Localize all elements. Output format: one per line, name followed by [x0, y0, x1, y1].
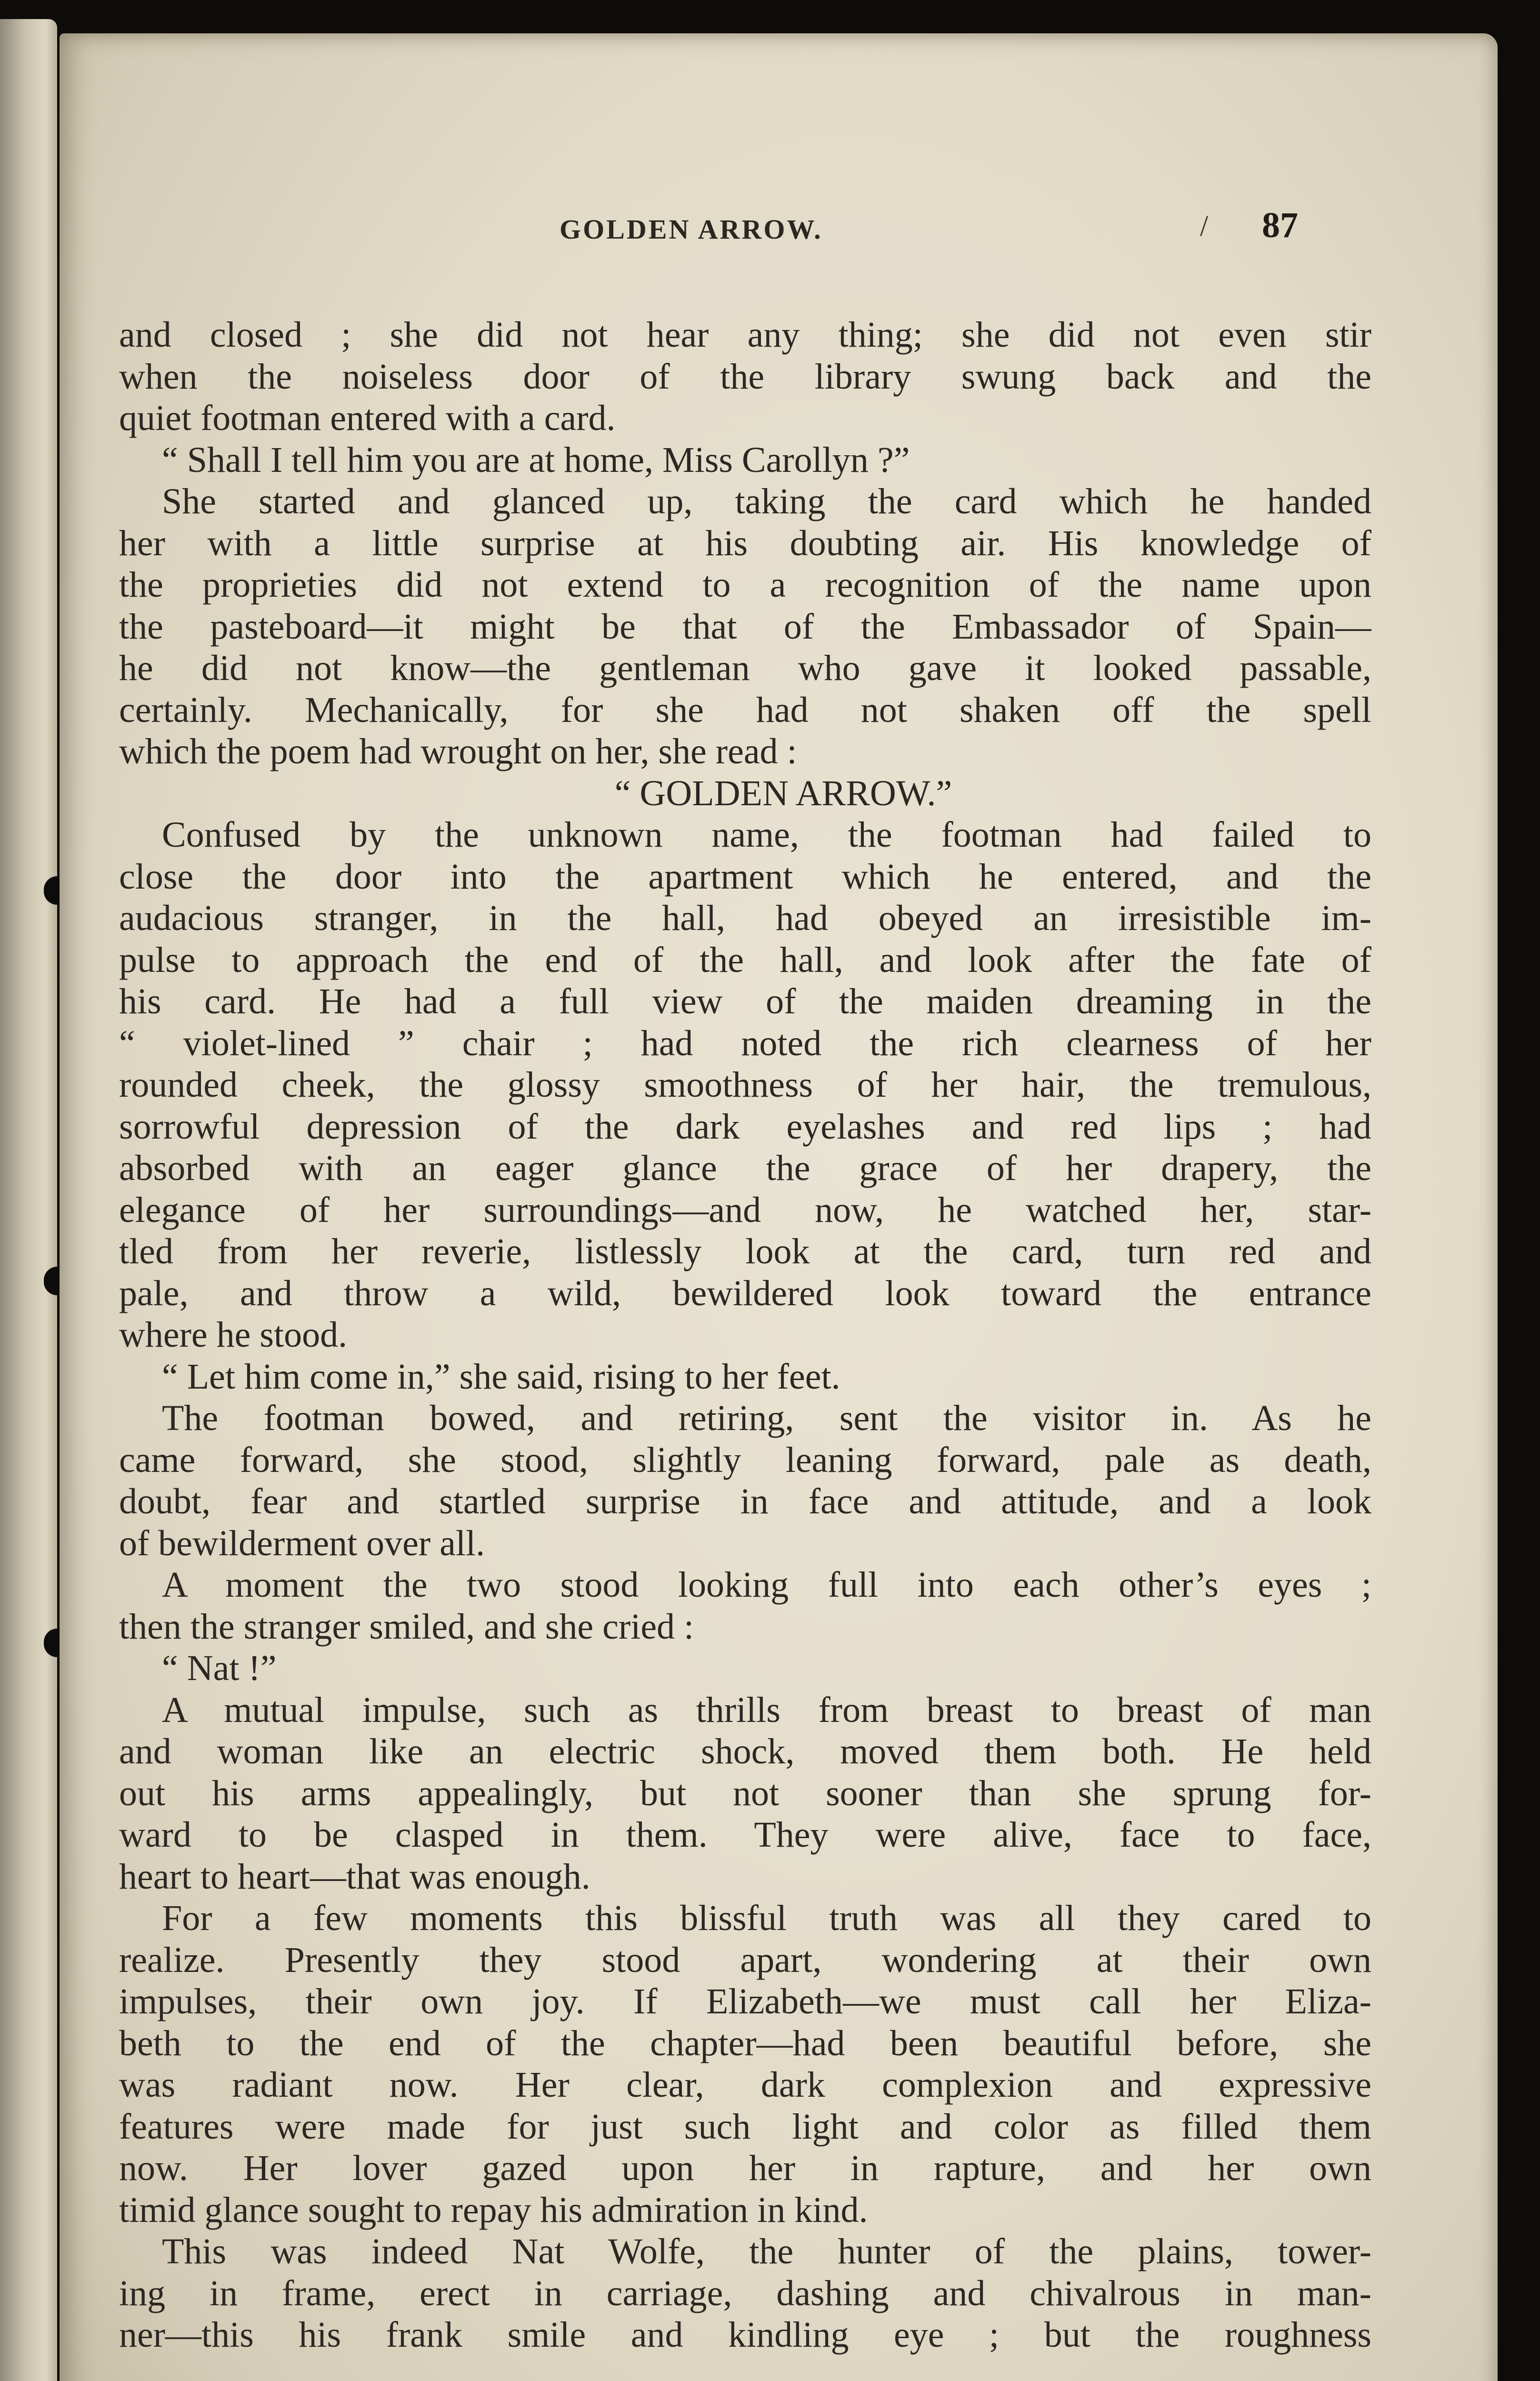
text-line: her with a little surprise at his doubting air. His knowledge of — [119, 523, 1371, 563]
text-line: ward to be clasped in them. They were alive, face to face, — [119, 1815, 1371, 1855]
text-line: was radiant now. Her clear, dark complexion and expressive — [119, 2065, 1371, 2105]
text-line: ner—this his frank smile and kindling eye ; but the roughness — [119, 2315, 1371, 2355]
text-line: pulse to approach the end of the hall, and look after the fate of — [119, 940, 1371, 980]
book-page — [60, 33, 1498, 2381]
text-line: impulses, their own joy. If Elizabeth—we must call her Eliza- — [119, 1981, 1371, 2021]
text-line: A mutual impulse, such as thrills from breast to breast of man — [162, 1690, 1371, 1730]
text-line: ing in frame, erect in carriage, dashing and chivalrous in man- — [119, 2273, 1371, 2313]
text-line: his card. He had a full view of the maiden dreaming in the — [119, 981, 1371, 1021]
text-line: For a few moments this blissful truth was all they cared to — [162, 1898, 1371, 1938]
text-line: beth to the end of the chapter—had been beautiful before, she — [119, 2023, 1371, 2063]
text-line: certainly. Mechanically, for she had not shaken off the spell — [119, 690, 1371, 730]
text-line: rounded cheek, the glossy smoothness of her hair, the tremulous, — [119, 1065, 1371, 1105]
text-line: heart to heart—that was enough. — [119, 1856, 590, 1897]
pencil-mark: / — [1200, 210, 1209, 242]
text-line: the pasteboard—it might be that of the Embassador of Spain— — [119, 606, 1371, 647]
text-line: A moment the two stood looking full into each other’s eyes ; — [162, 1565, 1371, 1605]
text-line: out his arms appealingly, but not sooner than she sprung for- — [119, 1773, 1371, 1813]
running-title: GOLDEN ARROW. — [560, 214, 823, 245]
text-line: This was indeed Nat Wolfe, the hunter of the plains, tower- — [162, 2231, 1371, 2271]
text-line: “ Shall I tell him you are at home, Miss Carollyn ?” — [162, 440, 910, 480]
text-line: doubt, fear and startled surprise in face and attitude, and a look — [119, 1481, 1371, 1521]
binding-notch — [44, 1267, 57, 1295]
facing-page-edge — [0, 19, 57, 2381]
body-text — [119, 314, 1371, 2356]
text-line: the proprieties did not extend to a recognition of the name upon — [119, 565, 1371, 605]
text-line: quiet footman entered with a card. — [119, 398, 616, 438]
text-line: close the door into the apartment which he entered, and the — [119, 856, 1371, 897]
binding-notch — [44, 1629, 57, 1657]
binding-notch — [44, 876, 57, 905]
text-line: She started and glanced up, taking the card which he handed — [162, 481, 1371, 521]
text-line: when the noiseless door of the library swung back and the — [119, 356, 1371, 397]
text-line: and closed ; she did not hear any thing; she did not even stir — [119, 315, 1371, 355]
text-line: and woman like an electric shock, moved them both. He held — [119, 1731, 1371, 1771]
text-line: sorrowful depression of the dark eyelashes and red lips ; had — [119, 1106, 1371, 1147]
text-line: absorbed with an eager glance the grace of her drapery, the — [119, 1148, 1371, 1188]
text-line: timid glance sought to repay his admiration in kind. — [119, 2190, 868, 2230]
text-line: Confused by the unknown name, the footman had failed to — [162, 815, 1371, 855]
text-line: where he stood. — [119, 1315, 348, 1355]
text-line: pale, and throw a wild, bewildered look toward the entrance — [119, 1273, 1371, 1313]
text-line: tled from her reverie, listlessly look at the card, turn red and — [119, 1231, 1371, 1271]
text-line: “ violet-lined ” chair ; had noted the rich clearness of her — [119, 1023, 1371, 1063]
text-line: came forward, she stood, slightly leaning forward, pale as death, — [119, 1440, 1371, 1480]
text-line: of bewilderment over all. — [119, 1523, 485, 1563]
text-line: “ Nat !” — [162, 1648, 277, 1688]
text-line: then the stranger smiled, and she cried : — [119, 1606, 694, 1647]
text-line: features were made for just such light and color as filled them — [119, 2106, 1371, 2147]
text-line: now. Her lover gazed upon her in rapture, and her own — [119, 2148, 1371, 2188]
text-line: realize. Presently they stood apart, wondering at their own — [119, 1940, 1371, 1980]
text-line: “ Let him come in,” she said, rising to her feet. — [162, 1356, 840, 1397]
running-head — [60, 205, 1498, 257]
text-line: which the poem had wrought on her, she read : — [119, 731, 797, 771]
text-line: he did not know—the gentleman who gave it looked passable, — [119, 648, 1371, 688]
text-line: elegance of her surroundings—and now, he watched her, star- — [119, 1190, 1371, 1230]
text-line: The footman bowed, and retiring, sent the visitor in. As he — [162, 1398, 1371, 1438]
text-line: audacious stranger, in the hall, had obeyed an irresistible im- — [119, 898, 1371, 938]
page-number: 87 — [1262, 205, 1298, 245]
text-line: “ GOLDEN ARROW.” — [614, 773, 952, 813]
